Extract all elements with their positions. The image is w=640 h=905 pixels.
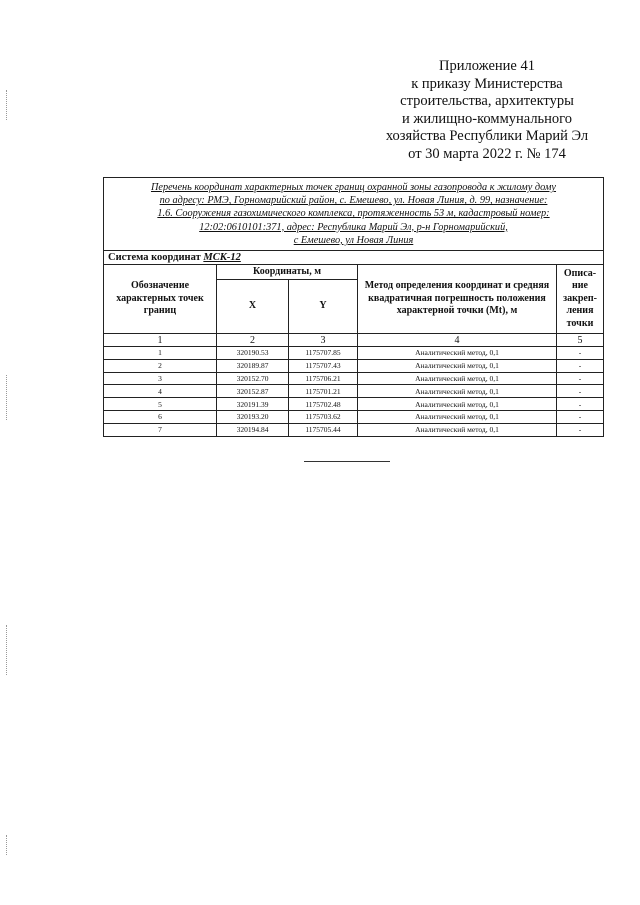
scan-edge-mark xyxy=(6,625,7,675)
title-line: 1.6. Сооружения газохимического комплекса, протяженность 53 м, кадастровый номер: xyxy=(157,208,550,220)
column-number: 3 xyxy=(289,334,358,347)
coordinates-table xyxy=(103,177,604,437)
header-coordinates: Координаты, м xyxy=(217,265,358,280)
column-number: 2 xyxy=(217,334,289,347)
separator-line xyxy=(304,461,390,462)
point-number: 6 xyxy=(104,410,217,423)
table-row xyxy=(104,423,604,436)
title-line: с Емешево, ул Новая Линия xyxy=(293,234,414,246)
header-line: хозяйства Республики Марий Эл xyxy=(385,128,589,144)
point-number: 5 xyxy=(104,398,217,411)
y-coordinate: 1175707.43 xyxy=(289,359,358,372)
point-number: 7 xyxy=(104,423,217,436)
header-method: Метод определения координат и средняя квадратичная погрешность положения характерной точки (Mt), м xyxy=(358,265,557,334)
table-row xyxy=(104,410,604,423)
table-row xyxy=(104,359,604,372)
table-row xyxy=(104,372,604,385)
table-title xyxy=(104,178,604,251)
description: - xyxy=(557,372,604,385)
column-number: 5 xyxy=(557,334,604,347)
point-number: 3 xyxy=(104,372,217,385)
header-designation: Обозначение характерных точек границ xyxy=(104,265,217,334)
header-line: Приложение 41 xyxy=(439,58,535,74)
point-number: 4 xyxy=(104,385,217,398)
header-x: X xyxy=(217,280,289,334)
scan-edge-mark xyxy=(6,835,7,855)
header-line: и жилищно-коммунального xyxy=(401,110,573,127)
description: - xyxy=(557,385,604,398)
x-coordinate: 320191.39 xyxy=(217,398,289,411)
method: Аналитический метод, 0,1 xyxy=(358,347,557,360)
coordinate-system-label: Система координат xyxy=(108,252,204,263)
description: - xyxy=(557,359,604,372)
point-number: 1 xyxy=(104,347,217,360)
x-coordinate: 320189.87 xyxy=(217,359,289,372)
header-line: к приказу Министерства xyxy=(411,75,563,92)
scan-edge-mark xyxy=(6,90,7,120)
x-coordinate: 320190.53 xyxy=(217,347,289,360)
y-coordinate: 1175706.21 xyxy=(289,372,358,385)
coordinate-system xyxy=(104,251,604,265)
scan-edge-mark xyxy=(6,375,7,420)
y-coordinate: 1175703.62 xyxy=(289,410,358,423)
appendix-header xyxy=(372,58,602,163)
method: Аналитический метод, 0,1 xyxy=(358,410,557,423)
description: - xyxy=(557,398,604,411)
method: Аналитический метод, 0,1 xyxy=(358,372,557,385)
coordinate-system-value: МСК-12 xyxy=(203,252,241,263)
header-line: от 30 марта 2022 г. № 174 xyxy=(408,145,566,162)
table-row xyxy=(104,347,604,360)
header-y: Y xyxy=(289,280,358,334)
x-coordinate: 320152.87 xyxy=(217,385,289,398)
title-line: Перечень координат характерных точек границ охранной зоны газопровода к жилому дому xyxy=(150,181,557,193)
description: - xyxy=(557,410,604,423)
point-number: 2 xyxy=(104,359,217,372)
method: Аналитический метод, 0,1 xyxy=(358,398,557,411)
title-line: 12:02:0610101:371, адрес: Республика Марий Эл, р-н Горномарийский, xyxy=(199,221,508,233)
x-coordinate: 320194.84 xyxy=(217,423,289,436)
method: Аналитический метод, 0,1 xyxy=(358,359,557,372)
table-row xyxy=(104,398,604,411)
description: - xyxy=(557,423,604,436)
header-description: Описа-ние закреп-ления точки xyxy=(557,265,604,334)
table-row xyxy=(104,385,604,398)
method: Аналитический метод, 0,1 xyxy=(358,423,557,436)
x-coordinate: 320152.70 xyxy=(217,372,289,385)
title-line: по адресу: РМЭ, Горномарийский район, с. Емешево, ул. Новая Линия, д. 99, назначение: xyxy=(159,195,548,207)
method: Аналитический метод, 0,1 xyxy=(358,385,557,398)
y-coordinate: 1175705.44 xyxy=(289,423,358,436)
header-line: строительства, архитектуры xyxy=(400,93,574,109)
column-number: 4 xyxy=(358,334,557,347)
y-coordinate: 1175701.21 xyxy=(289,385,358,398)
y-coordinate: 1175702.48 xyxy=(289,398,358,411)
column-number: 1 xyxy=(104,334,217,347)
description: - xyxy=(557,347,604,360)
x-coordinate: 320193.20 xyxy=(217,410,289,423)
y-coordinate: 1175707.85 xyxy=(289,347,358,360)
